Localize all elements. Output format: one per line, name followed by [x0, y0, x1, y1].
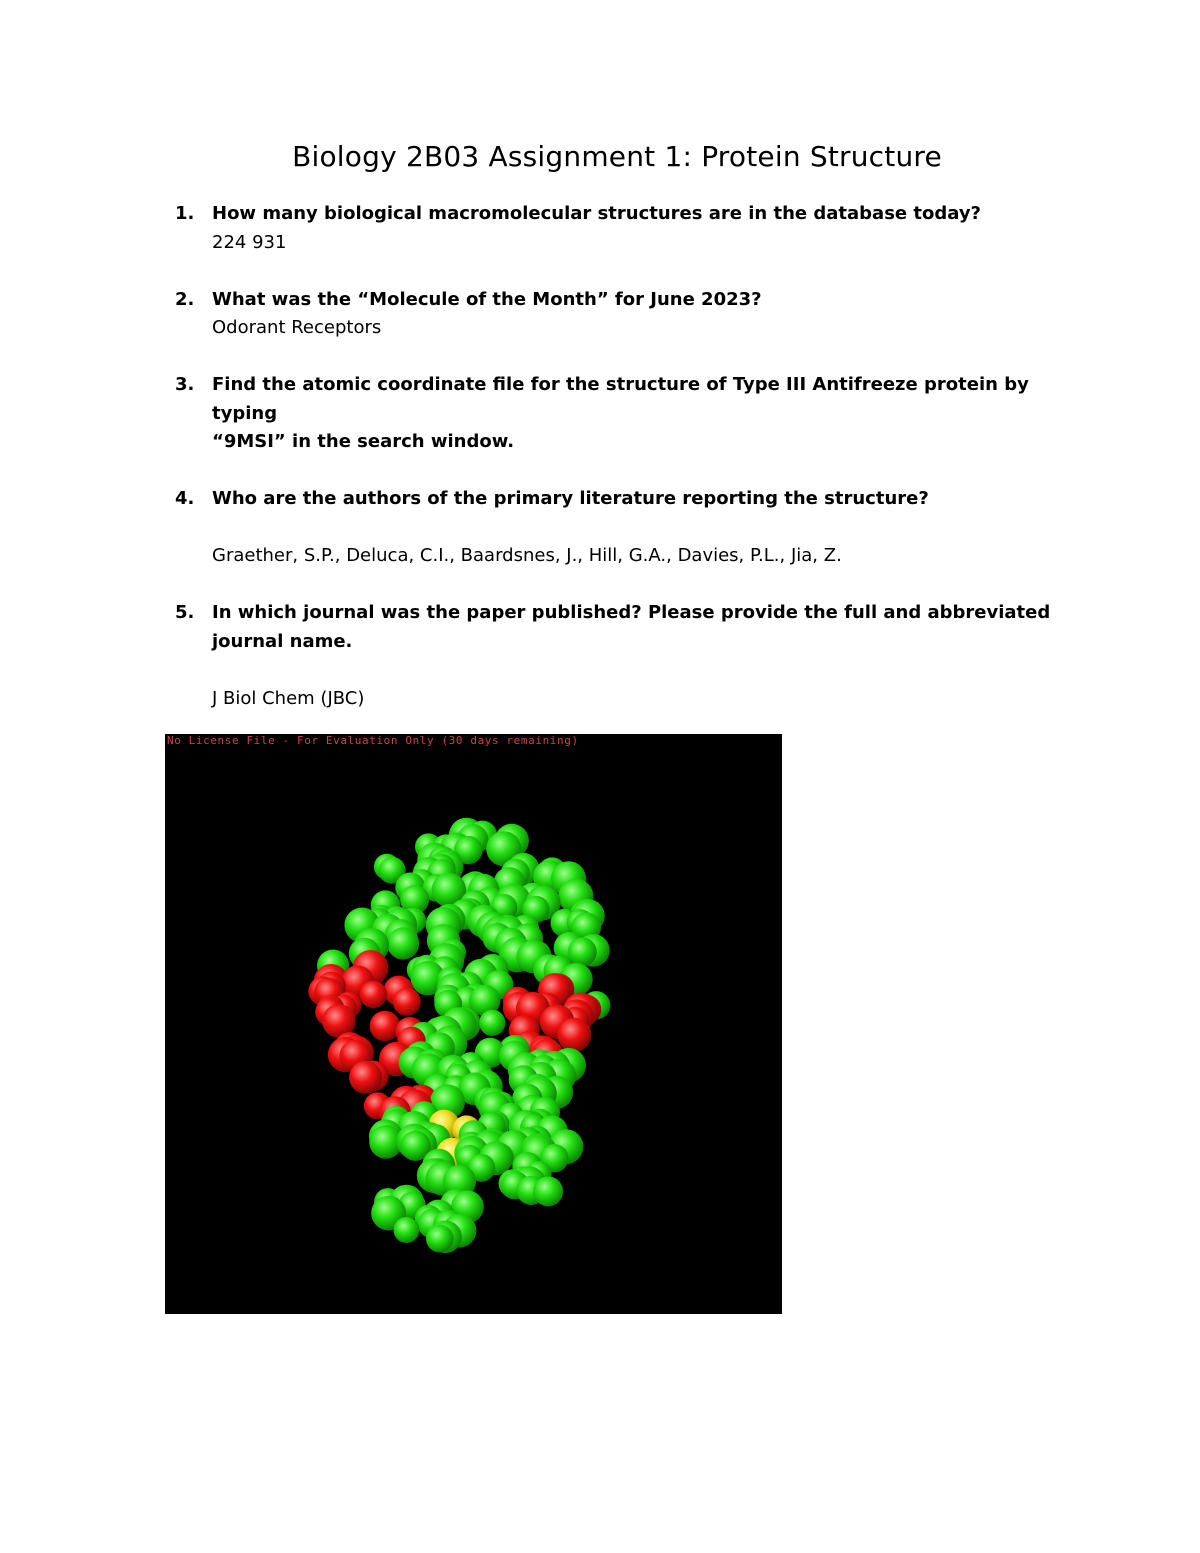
evaluation-watermark: No License File - For Evaluation Only (30 days remaining) [167, 734, 579, 747]
question-text-line-1: Find the atomic coordinate file for the structure of Type III Antifreeze protein by typing [212, 374, 1029, 424]
question-text-line-2: “9MSI” in the search window. [212, 431, 515, 452]
answer-text: 224 931 [212, 231, 287, 253]
question-number: 3. [175, 374, 195, 395]
question-text-line-1: In which journal was the paper published? Please provide the full and abbreviated [212, 602, 1051, 623]
protein-structure-figure [165, 734, 782, 1314]
question-number: 4. [175, 488, 195, 509]
atom-sphere [349, 1061, 382, 1094]
question-list [175, 200, 1075, 713]
question-2 [175, 286, 1075, 343]
atom-sphere [568, 937, 597, 966]
question-text: What was the “Molecule of the Month” for June 2023? [212, 288, 762, 310]
answer-text: Odorant Receptors [212, 317, 382, 338]
atom-sphere [370, 1011, 400, 1041]
atom-sphere [387, 927, 419, 959]
question-text-line-2: journal name. [212, 630, 353, 652]
question-1 [175, 200, 1075, 257]
question-number: 1. [175, 203, 195, 224]
atom-sphere [394, 1217, 420, 1243]
question-4 [175, 485, 1075, 571]
page-title: Biology 2B03 Assignment 1: Protein Structure [292, 140, 942, 173]
question-number: 5. [175, 602, 195, 623]
atom-sphere [479, 1010, 505, 1036]
question-text: Who are the authors of the primary literature reporting the structure? [212, 488, 929, 509]
question-number: 2. [175, 288, 195, 310]
question-5 [175, 599, 1075, 713]
answer-text: J Biol Chem (JBC) [212, 687, 365, 709]
question-3 [175, 371, 1075, 457]
atom-sphere [393, 988, 421, 1016]
answer-text: Graether, S.P., Deluca, C.I., Baardsnes, J., Hill, G.A., Davies, P.L., Jia, Z. [212, 545, 842, 566]
atom-sphere [360, 981, 387, 1008]
question-text: How many biological macromolecular structures are in the database today? [212, 203, 981, 224]
atom-sphere [557, 1018, 591, 1052]
atom-sphere [533, 1176, 563, 1206]
space-filling-molecule [165, 734, 782, 1314]
atom-sphere [426, 1225, 454, 1253]
